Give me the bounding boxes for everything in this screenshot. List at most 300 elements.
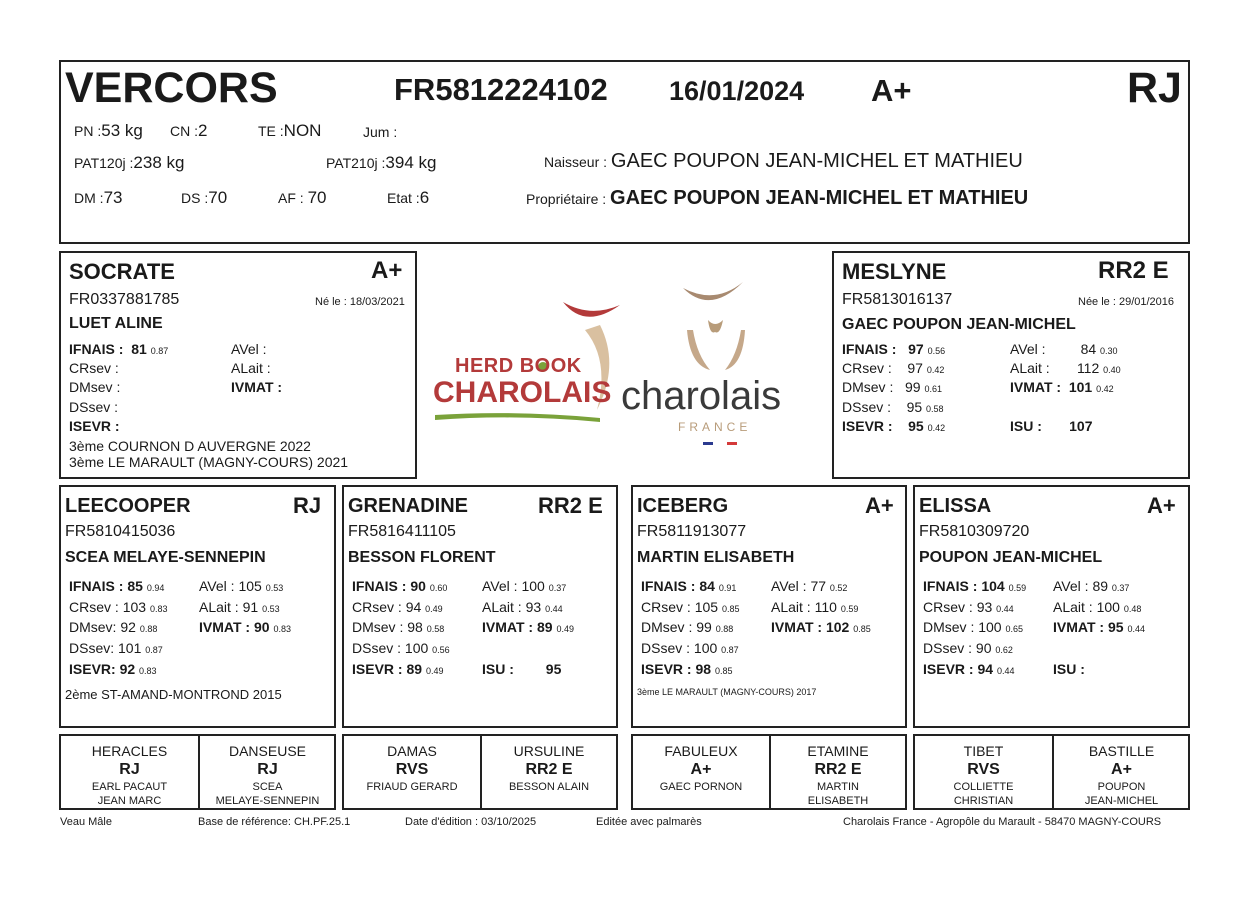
gp-id: FR5810415036 [65, 523, 176, 540]
gp-dssev-value: 100 [693, 640, 718, 656]
sire-ifnais-cd: 0.87 [150, 346, 169, 356]
gp-ifnais-value: 104 [981, 578, 1005, 594]
gp-ivmat [771, 619, 871, 635]
af-label: AF : [278, 190, 304, 206]
ggp-name: FABULEUX [664, 743, 738, 759]
dam-isu [1010, 418, 1092, 434]
gp-ivmat-cd: 0.49 [556, 624, 574, 634]
dam-dssev-value: 95 [906, 399, 923, 415]
great-grandparent-tibet [915, 736, 1052, 808]
ggp-owner-line-1: GAEC PORNON [659, 781, 743, 793]
animal-id: FR5812224102 [394, 72, 608, 107]
ggp-grade: RJ [257, 761, 278, 778]
ggp-owner-line-2: ELISABETH [807, 795, 869, 807]
great-grandparent-etamine [769, 736, 905, 808]
dam-alait [1010, 360, 1121, 376]
gp-isevr [923, 661, 1014, 677]
gp-ifnais [69, 578, 164, 594]
ggp-grade: RR2 E [525, 761, 573, 778]
sire-alait-label: ALait : [231, 360, 271, 376]
gp-alait [1053, 599, 1141, 615]
dam-box [832, 251, 1190, 479]
gp-avel-label: AVel : [771, 578, 807, 594]
grandparent-box-leecooper [59, 485, 336, 728]
gp-ivmat-value: 90 [253, 619, 270, 635]
ggp-owner-line-1: MARTIN [817, 781, 859, 793]
great-grandparent-heracles [61, 736, 198, 808]
dam-isevr-value: 95 [908, 418, 924, 434]
gp-avel-cd: 0.53 [265, 583, 284, 593]
ggp-name: DANSEUSE [228, 743, 307, 759]
gp-name: ELISSA [919, 495, 992, 517]
gp-id: FR5811913077 [637, 523, 747, 540]
dam-alait-label: ALait : [1010, 360, 1050, 376]
dam-ifnais-value: 97 [908, 341, 924, 357]
gp-avel [482, 578, 566, 594]
dam-isevr [842, 418, 945, 434]
gp-dmsev-label: DMsev: [69, 619, 117, 635]
cn-value: 2 [198, 121, 208, 140]
gp-crsev-label: CRsev : [641, 599, 691, 615]
dam-isu-value: 107 [1069, 418, 1093, 434]
gp-isu [482, 661, 561, 677]
gp-crsev-label: CRsev : [352, 599, 402, 615]
gp-dssev-value: 90 [975, 640, 992, 656]
dam-grade: RR2 E [1098, 257, 1169, 284]
sire-award-2: 3ème LE MARAULT (MAGNY-COURS) 2021 [69, 454, 349, 470]
gp-dssev-value: 100 [404, 640, 429, 656]
gp-crsev-value: 94 [405, 599, 422, 615]
gp-grade: RJ [293, 493, 322, 518]
sire-owner: LUET ALINE [69, 315, 163, 332]
gp-ivmat [1053, 619, 1145, 635]
dam-avel [1010, 341, 1118, 357]
gp-ifnais-value: 90 [410, 578, 426, 594]
gp-dmsev [641, 619, 733, 635]
gp-ivmat-cd: 0.44 [1127, 624, 1145, 634]
red-horn-shape [563, 302, 620, 317]
france-text: FRANCE [678, 420, 752, 434]
dam-alait-value: 112 [1076, 360, 1100, 376]
gp-dmsev-cd: 0.65 [1005, 624, 1024, 634]
pat210-label: PAT210j : [326, 155, 386, 171]
gp-owner: SCEA MELAYE-SENNEPIN [65, 549, 266, 566]
gp-ivmat [199, 619, 291, 635]
gp-dssev-cd: 0.87 [145, 645, 163, 655]
ggp-owner-line-1: BESSON ALAIN [508, 781, 590, 793]
footer-org: Charolais France - Agropôle du Marault - 58470 MAGNY-COURS [843, 816, 1162, 828]
sire-name: SOCRATE [69, 259, 175, 284]
dam-dssev [842, 399, 944, 415]
animal-category: RJ [1127, 64, 1182, 112]
dam-dmsev-cd: 0.61 [924, 384, 943, 394]
ggp-name: BASTILLE [1088, 743, 1155, 759]
gp-isevr [69, 661, 157, 677]
gp-alait [482, 599, 563, 615]
cn-field [170, 121, 207, 141]
great-grandparent-damas [344, 736, 480, 808]
ggp-grade: A+ [1111, 761, 1132, 778]
ggp-owner-line-1: SCEA [252, 781, 283, 793]
gp-avel-value: 77 [810, 578, 827, 594]
animal-grade: A+ [871, 73, 912, 108]
sire-isevr-label: ISEVR : [69, 418, 120, 434]
gp-grade: RR2 E [538, 493, 603, 518]
sire-ifnais-label: IFNAIS : [69, 341, 124, 357]
dam-ivmat-cd: 0.42 [1096, 384, 1114, 394]
gp-isevr-cd: 0.49 [425, 666, 444, 676]
gp-isu-label: ISU : [482, 661, 514, 677]
gp-ifnais-value: 85 [127, 578, 143, 594]
ggp-grade: RJ [119, 761, 140, 778]
pat120-field [74, 153, 184, 173]
herd-book-text: HERD BOOK [455, 355, 582, 377]
pn-label: PN : [74, 123, 102, 139]
gp-ivmat-value: 95 [1107, 619, 1124, 635]
gp-dssev [69, 640, 163, 656]
dam-dmsev-value: 99 [905, 379, 921, 395]
gp-isevr-value: 98 [695, 661, 712, 677]
proprietaire-value: GAEC POUPON JEAN-MICHEL ET MATHIEU [610, 187, 1029, 209]
gp-dmsev-cd: 0.58 [426, 624, 445, 634]
dam-ifnais [842, 341, 945, 357]
gp-crsev [641, 599, 739, 615]
gp-crsev [69, 599, 167, 615]
gp-alait-cd: 0.59 [840, 604, 859, 614]
gp-avel [771, 578, 847, 594]
pat120-value: 238 kg [133, 153, 185, 172]
gp-ivmat-value: 89 [536, 619, 553, 635]
gp-dssev-label: DSsev : [641, 640, 691, 656]
gp-dssev-label: DSsev : [352, 640, 402, 656]
gp-isevr-cd: 0.44 [996, 666, 1015, 676]
gp-award: 3ème LE MARAULT (MAGNY-COURS) 2017 [637, 687, 817, 697]
gp-owner: POUPON JEAN-MICHEL [919, 549, 1103, 566]
sire-ifnais [69, 341, 168, 357]
gp-owner: BESSON FLORENT [348, 549, 496, 566]
gp-isevr-label: ISEVR : [352, 661, 403, 677]
gp-isevr-label: ISEVR : [641, 661, 692, 677]
gp-ivmat-label: IVMAT : [1053, 619, 1105, 635]
great-grandparents-pair-1 [59, 734, 336, 810]
gp-alait [199, 599, 280, 615]
gp-crsev [352, 599, 443, 615]
gp-crsev-value: 103 [122, 599, 147, 615]
sire-grade: A+ [371, 257, 403, 284]
gp-dssev-cd: 0.56 [432, 645, 450, 655]
gp-dmsev-cd: 0.88 [139, 624, 158, 634]
gp-alait-cd: 0.53 [262, 604, 280, 614]
gp-ivmat-cd: 0.85 [853, 624, 871, 634]
great-grandparent-danseuse [198, 736, 335, 808]
charolais-france-text: charolais [621, 374, 782, 418]
dm-field [74, 188, 122, 208]
gp-isevr-value: 89 [406, 661, 423, 677]
ggp-grade: RVS [395, 761, 429, 778]
gp-id: FR5816411105 [348, 523, 456, 540]
af-value: 70 [307, 188, 327, 207]
dam-ifnais-label: IFNAIS : [842, 341, 897, 357]
gp-dssev-cd: 0.62 [995, 645, 1013, 655]
dam-ivmat-value: 101 [1068, 379, 1093, 395]
ggp-name: URSULINE [513, 743, 585, 759]
gp-dssev-cd: 0.87 [721, 645, 739, 655]
gp-dssev-label: DSsev: [69, 640, 115, 656]
gp-isevr-label: ISEVR: [69, 661, 116, 677]
dam-alait-cd: 0.40 [1103, 365, 1121, 375]
footer-base: Base de référence: CH.PF.25.1 [198, 816, 351, 828]
gp-dmsev-label: DMsev : [923, 619, 975, 635]
gp-dmsev-label: DMsev : [352, 619, 404, 635]
gp-ivmat-label: IVMAT : [199, 619, 251, 635]
gp-owner: MARTIN ELISABETH [637, 549, 795, 566]
charolais-logo [425, 270, 830, 470]
ggp-name: HERACLES [91, 743, 168, 759]
gp-alait-label: ALait : [771, 599, 811, 615]
footer-sex: Veau Mâle [60, 816, 112, 828]
gp-ifnais-label: IFNAIS : [923, 578, 978, 594]
gp-grade: A+ [865, 493, 894, 518]
gp-avel-value: 105 [238, 578, 262, 594]
dam-dmsev-label: DMsev : [842, 379, 894, 395]
dam-id: FR5813016137 [842, 291, 953, 308]
gp-crsev-cd: 0.83 [149, 604, 168, 614]
gp-dmsev-cd: 0.88 [715, 624, 734, 634]
gp-ivmat-label: IVMAT : [771, 619, 823, 635]
green-swoosh [435, 413, 600, 422]
animal-date: 16/01/2024 [669, 76, 805, 106]
gp-isevr [641, 661, 732, 677]
gp-dmsev-label: DMsev : [641, 619, 693, 635]
cn-label: CN : [170, 123, 198, 139]
gp-isevr-label: ISEVR : [923, 661, 974, 677]
sire-ifnais-value: 81 [131, 341, 147, 357]
great-grandparent-fabuleux [633, 736, 769, 808]
gp-crsev-cd: 0.44 [996, 604, 1014, 614]
gp-dmsev [923, 619, 1023, 635]
gp-name: GRENADINE [348, 495, 469, 517]
ggp-grade: RR2 E [814, 761, 862, 778]
gp-avel-label: AVel : [482, 578, 518, 594]
gp-avel [1053, 578, 1129, 594]
te-label: TE : [258, 123, 284, 139]
gp-alait-label: ALait : [482, 599, 522, 615]
gp-crsev-label: CRsev : [923, 599, 973, 615]
gp-dmsev-value: 92 [120, 619, 136, 635]
gp-avel-cd: 0.37 [1111, 583, 1130, 593]
footer-edition: Date d'édition : 03/10/2025 [405, 816, 537, 828]
gp-dmsev [352, 619, 444, 635]
pat120-label: PAT120j : [74, 155, 134, 171]
gp-avel [199, 578, 283, 594]
gp-alait-label: ALait : [199, 599, 239, 615]
sire-born: Né le : 18/03/2021 [315, 296, 405, 308]
gp-ivmat-cd: 0.83 [273, 624, 291, 634]
gp-ifnais [352, 578, 447, 594]
gp-avel-cd: 0.37 [548, 583, 567, 593]
grandparent-box-iceberg [631, 485, 907, 728]
gp-ifnais [641, 578, 736, 594]
ds-value: 70 [208, 188, 228, 207]
gp-dmsev-value: 98 [407, 619, 423, 635]
footer-palmares: Editée avec palmarès [596, 816, 702, 828]
pat210-field [326, 153, 436, 173]
gp-name: LEECOOPER [65, 495, 191, 517]
animal-name: VERCORS [65, 64, 278, 112]
great-grandparent-bastille [1052, 736, 1189, 808]
sire-id: FR0337881785 [69, 291, 180, 308]
pn-value: 53 kg [101, 121, 143, 140]
gp-award: 2ème ST-AMAND-MONTROND 2015 [65, 687, 282, 702]
gp-avel-cd: 0.52 [829, 583, 848, 593]
tan-head-shape [683, 282, 743, 300]
flag-red [727, 442, 737, 445]
gp-alait-cd: 0.44 [545, 604, 563, 614]
gp-ifnais [923, 578, 1026, 594]
tan-nose-shape [708, 320, 723, 333]
sire-dssev-label: DSsev : [69, 399, 119, 415]
ggp-owner-line-1: POUPON [1097, 781, 1146, 793]
gp-ifnais-label: IFNAIS : [69, 578, 124, 594]
ggp-owner-line-1: EARL PACAUT [91, 781, 168, 793]
dam-crsev-label: CRsev : [842, 360, 892, 376]
dam-ifnais-cd: 0.56 [927, 346, 946, 356]
dam-isevr-cd: 0.42 [927, 423, 946, 433]
gp-dssev [641, 640, 739, 656]
gp-crsev-cd: 0.85 [721, 604, 740, 614]
ggp-name: ETAMINE [807, 743, 869, 759]
ggp-owner-line-2: MELAYE-SENNEPIN [215, 795, 320, 807]
gp-dssev [923, 640, 1013, 656]
gp-alait-value: 110 [814, 599, 837, 615]
sire-dmsev-label: DMsev : [69, 379, 121, 395]
gp-ifnais-cd: 0.94 [146, 583, 165, 593]
te-value: NON [283, 121, 322, 140]
sire-box [59, 251, 417, 479]
ggp-name: TIBET [963, 743, 1004, 759]
gp-ifnais-value: 84 [699, 578, 715, 594]
gp-isu [771, 661, 799, 677]
sire-avel-label: AVel : [231, 341, 267, 357]
dam-isevr-label: ISEVR : [842, 418, 893, 434]
gp-alait-value: 100 [1096, 599, 1120, 615]
great-grandparents-pair-2 [342, 734, 618, 810]
dam-crsev-value: 97 [907, 360, 923, 376]
gp-isevr-value: 94 [977, 661, 994, 677]
naisseur-value: GAEC POUPON JEAN-MICHEL ET MATHIEU [610, 150, 1023, 172]
gp-crsev-value: 105 [694, 599, 719, 615]
pat210-value: 394 kg [385, 153, 437, 172]
sire-ivmat-label: IVMAT : [231, 379, 283, 395]
gp-ivmat-value: 102 [825, 619, 850, 635]
gp-isu [1053, 661, 1113, 677]
dm-label: DM : [74, 190, 104, 206]
gp-isu-value: 95 [545, 661, 562, 677]
dam-ivmat [1010, 379, 1114, 395]
gp-avel-label: AVel : [199, 578, 235, 594]
dam-avel-value: 84 [1080, 341, 1097, 357]
gp-ifnais-label: IFNAIS : [641, 578, 696, 594]
dam-born: Née le : 29/01/2016 [1078, 296, 1175, 308]
dam-avel-cd: 0.30 [1100, 346, 1118, 356]
gp-alait-value: 91 [242, 599, 259, 615]
dam-crsev-cd: 0.42 [926, 365, 945, 375]
ggp-owner-line-2: JEAN MARC [97, 795, 162, 807]
dam-dssev-cd: 0.58 [926, 404, 944, 414]
ggp-grade: A+ [690, 761, 712, 778]
gp-isevr [352, 661, 443, 677]
gp-alait-label: ALait : [1053, 599, 1093, 615]
sire-award-1: 3ème COURNON D AUVERGNE 2022 [69, 438, 311, 454]
gp-isu-label: ISU : [1053, 661, 1085, 677]
gp-avel-value: 89 [1092, 578, 1109, 594]
dam-dssev-label: DSsev : [842, 399, 892, 415]
gp-dmsev-value: 100 [978, 619, 1002, 635]
grandparent-box-grenadine [342, 485, 618, 728]
gp-dmsev-value: 99 [696, 619, 712, 635]
gp-alait-cd: 0.48 [1123, 604, 1142, 614]
gp-isevr-cd: 0.83 [139, 666, 157, 676]
gp-dssev [352, 640, 450, 656]
naisseur-field [544, 150, 1023, 173]
ggp-name: DAMAS [387, 743, 437, 759]
ggp-owner-line-2: JEAN-MICHEL [1084, 795, 1159, 807]
etat-label: Etat : [387, 190, 420, 206]
gp-dssev-value: 101 [118, 640, 142, 656]
dam-isu-label: ISU : [1010, 418, 1042, 434]
gp-name: ICEBERG [637, 495, 729, 517]
proprietaire-label: Propriétaire : [526, 191, 607, 207]
tan-ear-right [725, 330, 745, 370]
gp-alait [771, 599, 858, 615]
gp-ivmat [482, 619, 574, 635]
gp-ifnais-cd: 0.91 [718, 583, 737, 593]
ggp-owner-line-1: COLLIETTE [953, 781, 1014, 793]
gp-crsev [923, 599, 1014, 615]
gp-ifnais-cd: 0.60 [429, 583, 448, 593]
gp-avel-label: AVel : [1053, 578, 1089, 594]
gp-avel-value: 100 [521, 578, 545, 594]
dm-value: 73 [103, 188, 123, 207]
gp-ifnais-label: IFNAIS : [352, 578, 407, 594]
gp-isevr-value: 92 [119, 661, 136, 677]
gp-alait-value: 93 [525, 599, 542, 615]
gp-isu [199, 661, 227, 677]
great-grandparent-ursuline [480, 736, 616, 808]
gp-ivmat-label: IVMAT : [482, 619, 534, 635]
tan-ear-left [687, 330, 710, 370]
charolais-herd-text: CHAROLAIS [433, 376, 612, 409]
ds-label: DS : [181, 190, 209, 206]
dam-crsev [842, 360, 944, 376]
dam-owner: GAEC POUPON JEAN-MICHEL [842, 316, 1076, 333]
sire-crsev-label: CRsev : [69, 360, 119, 376]
great-grandparents-pair-3 [631, 734, 907, 810]
etat-field [387, 188, 429, 208]
jum-label: Jum : [363, 124, 398, 140]
flag-blue [703, 442, 713, 445]
dam-avel-label: AVel : [1010, 341, 1046, 357]
dam-name: MESLYNE [842, 259, 947, 284]
dam-dmsev [842, 379, 942, 395]
ggp-owner-line-1: FRIAUD GERARD [366, 781, 458, 793]
gp-id: FR5810309720 [919, 523, 1030, 540]
etat-value: 6 [419, 188, 430, 207]
gp-crsev-label: CRsev : [69, 599, 119, 615]
ggp-grade: RVS [967, 761, 1000, 778]
naisseur-label: Naisseur : [544, 154, 608, 170]
proprietaire-field [526, 187, 1028, 210]
